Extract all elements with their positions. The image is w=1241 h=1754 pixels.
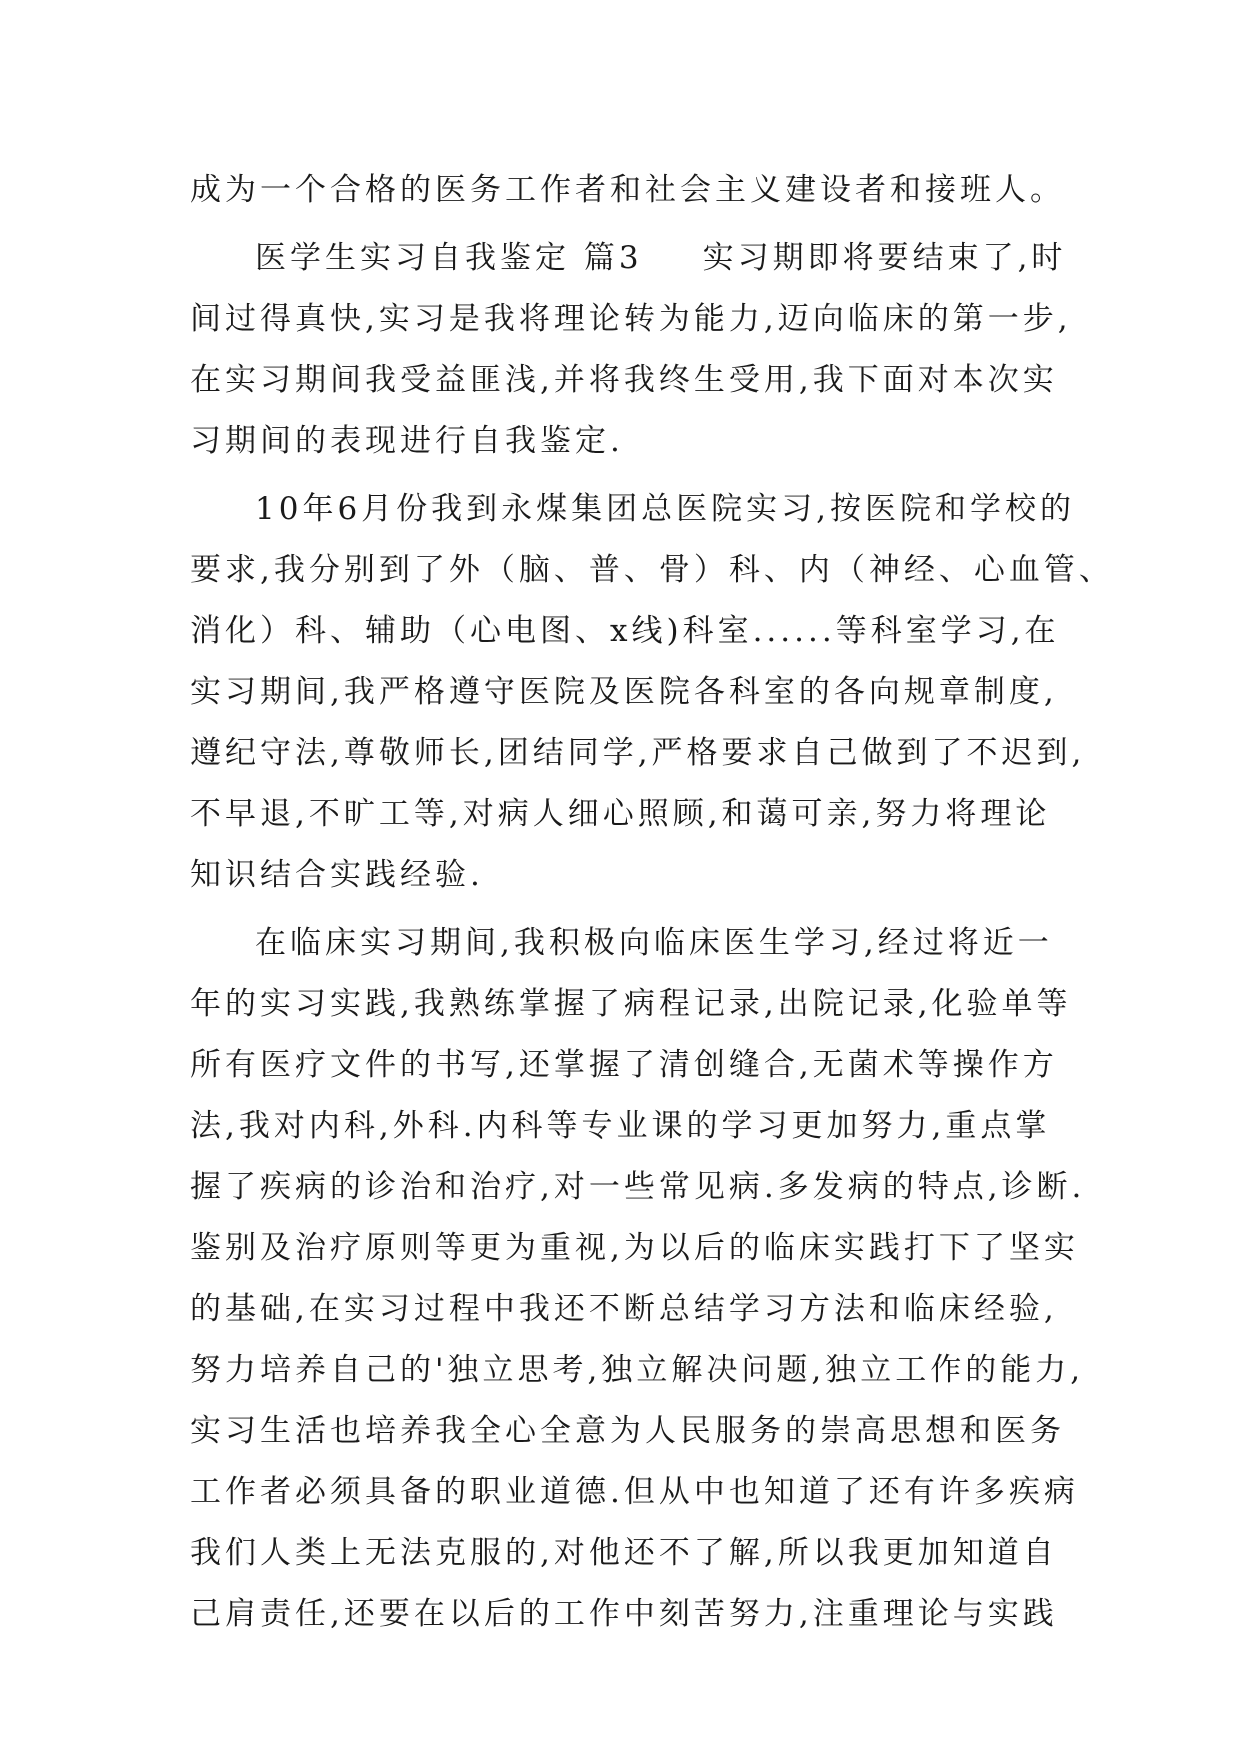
text-line: 遵纪守法,尊敬师长,团结同学,严格要求自己做到了不迟到, <box>190 735 1086 771</box>
text-line: 握了疾病的诊治和治疗,对一些常见病.多发病的特点,诊断. <box>190 1169 1086 1205</box>
text-line: 间过得真快,实习是我将理论转为能力,迈向临床的第一步, <box>190 301 1072 337</box>
text-line: 在实习期间我受益匪浅,并将我终生受用,我下面对本次实 <box>190 362 1058 398</box>
text-line: 的基础,在实习过程中我还不断总结学习方法和临床经验, <box>190 1291 1058 1327</box>
text-line: 实习生活也培养我全心全意为人民服务的崇高思想和医务 <box>190 1413 1065 1449</box>
text-line: 知识结合实践经验. <box>190 857 484 893</box>
text-line: 实习期间,我严格遵守医院及医院各科室的各向规章制度, <box>190 674 1058 710</box>
text-line: 己肩责任,还要在以后的工作中刻苦努力,注重理论与实践 <box>190 1596 1058 1632</box>
text-line: 法,我对内科,外科.内科等专业课的学习更加努力,重点掌 <box>190 1108 1051 1144</box>
text-line: 不早退,不旷工等,对病人细心照顾,和蔼可亲,努力将理论 <box>190 796 1051 832</box>
paragraph-first-line: 10年6月份我到永煤集团总医院实习,按医院和学校的 <box>255 491 1076 527</box>
text-line: 工作者必须具备的职业道德.但从中也知道了还有许多疾病 <box>190 1474 1079 1510</box>
text-line: 习期间的表现进行自我鉴定. <box>190 423 624 459</box>
text-line: 年的实习实践,我熟练掌握了病程记录,出院记录,化验单等 <box>190 986 1072 1022</box>
section-heading: 医学生实习自我鉴定 篇3 <box>255 240 643 276</box>
text-line: 成为一个合格的医务工作者和社会主义建设者和接班人。 <box>190 172 1065 208</box>
text-line: 我们人类上无法克服的,对他还不了解,所以我更加知道自 <box>190 1535 1058 1571</box>
paragraph-first-line: 在临床实习期间,我积极向临床医生学习,经过将近一 <box>255 925 1053 961</box>
text-line: 所有医疗文件的书写,还掌握了清创缝合,无菌术等操作方 <box>190 1047 1058 1083</box>
text-line: 消化）科、辅助（心电图、x线)科室......等科室学习,在 <box>190 613 1060 649</box>
body-text <box>190 160 1114 1645</box>
text-line: 鉴别及治疗原则等更为重视,为以后的临床实践打下了坚实 <box>190 1230 1079 1266</box>
text-line: 要求,我分别到了外（脑、普、骨）科、内（神经、心血管、 <box>190 552 1114 588</box>
text-line: 努力培养自己的'独立思考,独立解决问题,独立工作的能力, <box>190 1352 1085 1388</box>
section-heading-line <box>190 228 1070 289</box>
text-segment: 实习期即将要结束了,时 <box>702 240 1067 276</box>
